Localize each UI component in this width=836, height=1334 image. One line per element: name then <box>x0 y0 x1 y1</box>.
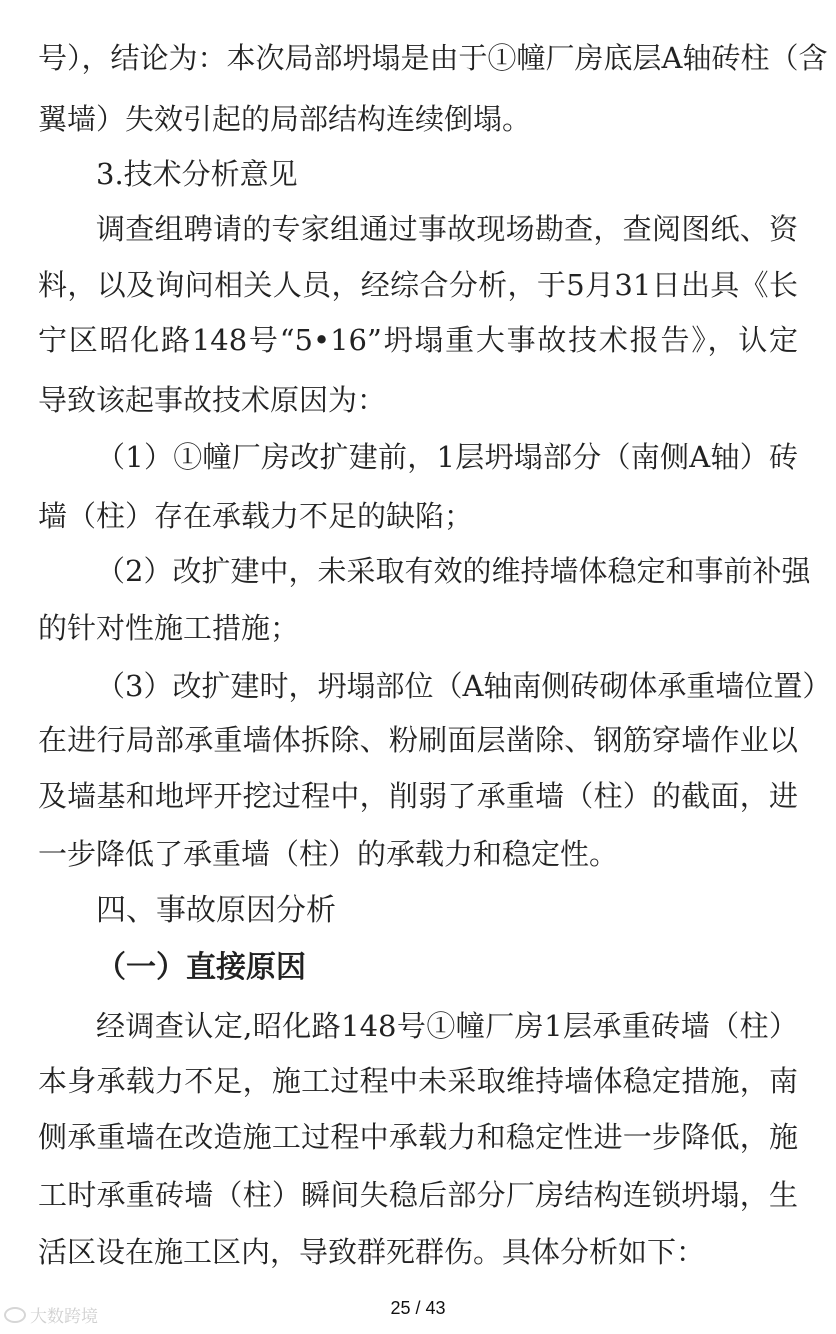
body-text-line: 本身承载力不足，施工过程中未采取维持墙体稳定措施，南 <box>38 1064 798 1098</box>
watermark-text: 大数跨境 <box>30 1307 98 1327</box>
list-item-line: 在进行局部承重墙体拆除、粉刷面层凿除、钢筋穿墙作业以 <box>38 723 798 757</box>
body-text-line: 调查组聘请的专家组通过事故现场勘查，查阅图纸、资 <box>96 212 798 246</box>
body-text-line: 号），结论为：本次局部坍塌是由于①幢厂房底层A轴砖柱（含 <box>38 41 828 75</box>
body-text-line: 翼墙）失效引起的局部结构连续倒塌。 <box>38 102 532 136</box>
body-text-line: 侧承重墙在改造施工过程中承载力和稳定性进一步降低，施 <box>38 1120 798 1154</box>
list-item-line: （1）①幢厂房改扩建前，1层坍塌部分（南侧A轴）砖 <box>96 440 798 474</box>
list-item-line: 及墙基和地坪开挖过程中，削弱了承重墙（柱）的截面，进 <box>38 779 798 813</box>
list-item-line: （2）改扩建中，未采取有效的维持墙体稳定和事前补强 <box>96 554 811 588</box>
list-item-line: 的针对性施工措施； <box>38 611 300 645</box>
section-heading: 四、事故原因分析 <box>96 893 336 928</box>
body-text-line: 导致该起事故技术原因为： <box>38 383 387 417</box>
subsection-heading: （一）直接原因 <box>96 950 306 985</box>
body-text-line: 活区设在施工区内，导致群死群伤。具体分析如下： <box>38 1235 706 1269</box>
section-subheading: 3.技术分析意见 <box>96 157 298 191</box>
body-text-line: 经调查认定,昭化路148号①幢厂房1层承重砖墙（柱） <box>96 1009 798 1043</box>
watermark <box>4 1302 98 1327</box>
watermark-logo-icon <box>4 1307 26 1323</box>
body-text-line: 工时承重砖墙（柱）瞬间失稳后部分厂房结构连锁坍塌，生 <box>38 1178 798 1212</box>
list-item-line: （3）改扩建时，坍塌部位（A轴南侧砖砌体承重墙位置） <box>96 669 832 703</box>
body-text-line: 料，以及询问相关人员，经综合分析，于5月31日出具《长 <box>38 268 798 302</box>
list-item-line: 墙（柱）存在承载力不足的缺陷； <box>38 499 474 533</box>
body-text-line: 宁区昭化路148号“5•16”坍塌重大事故技术报告》，认定 <box>38 323 798 357</box>
list-item-line: 一步降低了承重墙（柱）的承载力和稳定性。 <box>38 837 619 871</box>
page-indicator: 25 / 43 <box>390 1298 446 1318</box>
